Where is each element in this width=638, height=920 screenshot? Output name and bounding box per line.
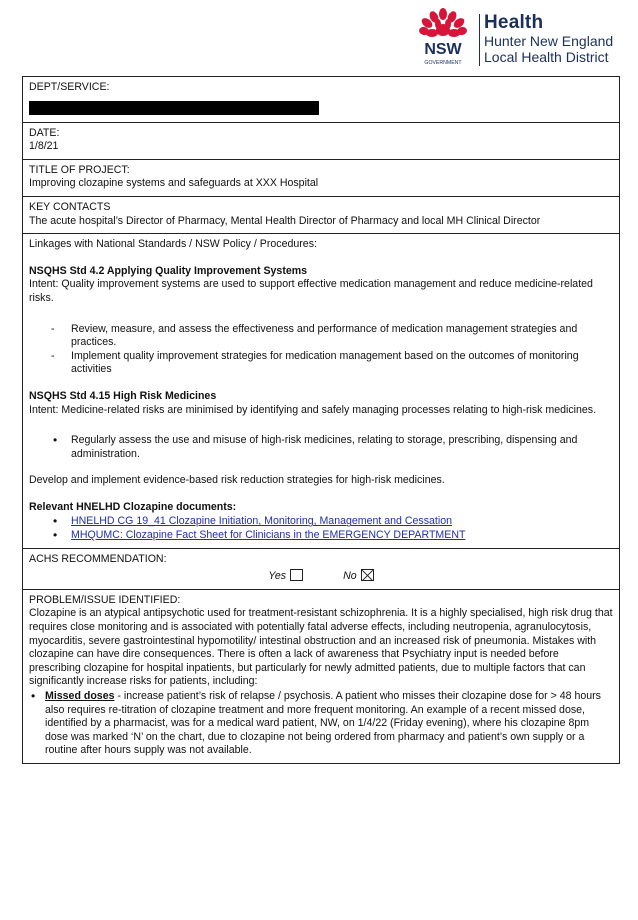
title-value: Improving clozapine systems and safeguards at XXX Hospital xyxy=(29,177,319,190)
title-label: TITLE OF PROJECT: xyxy=(29,163,130,176)
date-cell xyxy=(23,122,619,159)
problem-label: PROBLEM/ISSUE IDENTIFIED: xyxy=(29,593,181,606)
achs-yes-label: Yes xyxy=(268,570,287,583)
std-4-2-list xyxy=(29,323,613,377)
achs-no-checkbox[interactable] xyxy=(361,569,374,581)
std-4-2-title: NSQHS Std 4.2 Applying Quality Improvement Systems xyxy=(29,264,308,277)
achs-no-label: No xyxy=(343,570,357,583)
std-4-2-intent: Intent: Quality improvement systems are used to support effective medication management and reduce medicine-related risks. xyxy=(29,278,593,304)
clozapine-docs-heading: Relevant HNELHD Clozapine documents: xyxy=(29,500,237,513)
std-4-15-title: NSQHS Std 4.15 High Risk Medicines xyxy=(29,389,217,402)
problem-paragraph: Clozapine is an atypical antipsychotic used for treatment-resistant schizophrenia. It is a highly specialised, high risk drug that requires close monitoring and is associated with potentially fatal adverse effects, including neutropenia, agranulocytosis, myocarditis, severe gastrointestinal hypomotility/ intestinal obstruction and an increased risk of pneumonia. Mistakes with clozapine can have dire consequences. There is often a lack of awareness that Psychiatry input is needed before prescribing clozapine for hospital inpatients, but particularly for newly admitted patients, due to multiple factors that can significantly increase risks for patients, including: xyxy=(29,607,613,688)
list-item: - Review, measure, and assess the effectiveness and performance of medication management strategies and practices. xyxy=(51,322,578,349)
key-contacts-label: KEY CONTACTS xyxy=(29,200,111,213)
date-label: DATE: xyxy=(29,126,60,139)
key-contacts-cell xyxy=(23,196,619,233)
list-item: • Missed doses - increase patient’s risk of relapse / psychosis. A patient who misses their clozapine dose for > 48 hours also requires re-titration of clozapine treatment and more frequent monitoring. An example of a recent missed dose, identified by a pharmacist, was for a medical ward patient, NW, on 1/4/22 (Friday evening), where his clozapine 8pm dose was marked ‘N’ on the chart, due to clozapine not being ordered from pharmacy and patient’s own supply or a routine after hours supply was not available. xyxy=(31,689,601,757)
logo-wordmark xyxy=(484,12,613,65)
date-value: 1/8/21 xyxy=(29,140,59,153)
title-cell xyxy=(23,159,619,196)
clozapine-docs-list xyxy=(29,515,613,542)
std-4-15-list xyxy=(29,434,613,461)
logo-district-line-1: Hunter New England xyxy=(484,33,614,49)
missed-doses-text: - increase patient’s risk of relapse / psychosis. A patient who misses their clozapine dose for > 48 hours also requires re-titration of clozapine treatment and more frequent monitoring. An example of a recent missed dose, identified by a pharmacist, was for a medical ward patient, NW, on 1/4/22 (Friday evening), where his clozapine 8pm dose was marked ‘N’ on the chart, due to clozapine not being ordered from pharmacy and patient’s own supply or a routine after hours supply was not available. xyxy=(45,690,601,757)
project-form-table xyxy=(22,76,620,764)
achs-yes-checkbox[interactable] xyxy=(290,569,303,581)
std-4-2-item-1: Review, measure, and assess the effectiveness and performance of medication management strategies and practices. xyxy=(71,322,578,349)
list-item: • HNELHD CG 19_41 Clozapine Initiation, Monitoring, Management and Cessation xyxy=(53,514,452,529)
achs-options xyxy=(29,569,613,584)
problem-issue-cell xyxy=(23,589,619,763)
logo-divider xyxy=(479,14,480,66)
achs-recommendation-cell xyxy=(23,548,619,589)
clozapine-guideline-link[interactable]: HNELHD CG 19_41 Clozapine Initiation, Monitoring, Management and Cessation xyxy=(71,515,452,528)
redacted-dept-value xyxy=(29,101,319,115)
dept-service-label: DEPT/SERVICE: xyxy=(29,81,110,93)
nsw-logo-text: NSW xyxy=(424,41,462,58)
achs-label: ACHS RECOMMENDATION: xyxy=(29,552,167,565)
achs-no-option xyxy=(343,569,374,584)
logo-health-text: Health xyxy=(484,12,544,33)
list-item: • MHQUMC: Clozapine Fact Sheet for Clinicians in the EMERGENCY DEPARTMENT xyxy=(53,528,466,543)
nsw-health-logo xyxy=(410,8,632,68)
government-logo-text: GOVERNMENT xyxy=(424,60,462,66)
key-contacts-value: The acute hospital’s Director of Pharmacy, Mental Health Director of Pharmacy and local MH Clinical Director xyxy=(29,214,541,227)
std-4-15-intent: Intent: Medicine-related risks are minimised by identifying and safely managing processes relating to high-risk medicines. xyxy=(29,403,597,416)
list-item: - Implement quality improvement strategies for medication management based on the outcomes of monitoring activities xyxy=(51,349,579,376)
std-4-15-item-1: Regularly assess the use and misuse of high-risk medicines, relating to storage, prescribing, dispensing and administration. xyxy=(71,434,578,460)
list-item: • Regularly assess the use and misuse of high-risk medicines, relating to storage, prescribing, dispensing and administration. xyxy=(53,433,578,460)
logo-district-line-2: Local Health District xyxy=(484,49,609,65)
std-4-2-item-2: Implement quality improvement strategies for medication management based on the outcomes of monitoring activities xyxy=(71,349,579,376)
missed-doses-term: Missed doses xyxy=(45,690,115,702)
linkages-cell xyxy=(23,233,619,548)
linkages-heading: Linkages with National Standards / NSW Policy / Procedures: xyxy=(29,238,317,251)
achs-yes-option xyxy=(268,569,303,584)
develop-strategies-text: Develop and implement evidence-based risk reduction strategies for high-risk medicines. xyxy=(29,474,445,487)
clozapine-fact-sheet-link[interactable]: MHQUMC: Clozapine Fact Sheet for Clinicians in the EMERGENCY DEPARTMENT xyxy=(71,529,466,542)
problem-list xyxy=(29,690,613,758)
waratah-logo-icon xyxy=(410,8,476,68)
dept-service-cell xyxy=(23,77,619,122)
